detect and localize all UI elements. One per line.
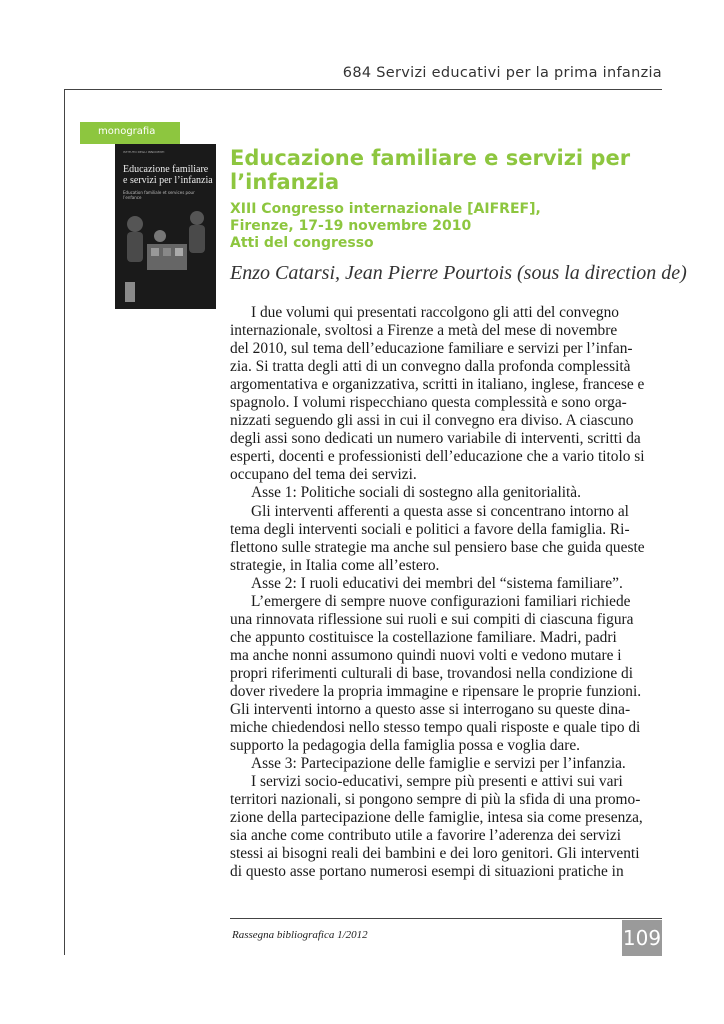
- cover-subtitle: Education familiale et services pour l’enfance: [123, 190, 195, 200]
- body-line: Gli interventi afferenti a questa asse si concentrano intorno al: [251, 502, 629, 520]
- cover-title: Educazione familiare e servizi per l’infanzia: [123, 164, 213, 186]
- journal-name: Rassegna bibliografica 1/2012: [232, 929, 368, 941]
- cover-publisher: ISTITUTO DEGLI INNOCENTI: [123, 150, 165, 154]
- cover-illustration: [115, 204, 216, 309]
- margin-rule: [64, 89, 65, 955]
- body-line: sia anche come contributo utile a favorire l’aderenza dei servizi: [230, 827, 621, 845]
- article-subtitle: [230, 201, 650, 252]
- article-title: Educazione familiare e servizi per l’infanzia: [230, 146, 631, 194]
- article-body: [230, 304, 660, 882]
- authors: Enzo Catarsi, Jean Pierre Pourtois (sous la direction de): [230, 262, 687, 284]
- body-line: degli assi sono dedicati un numero variabile di interventi, scritti da: [230, 430, 641, 448]
- running-head: 684 Servizi educativi per la prima infanzia: [342, 65, 662, 81]
- section-badge: monografia: [80, 122, 180, 144]
- book-cover-image: [115, 144, 216, 309]
- body-line: I due volumi qui presentati raccolgono gli atti del convegno: [251, 304, 619, 321]
- body-line: spagnolo. I volumi rispecchiano questa complessità e sono orga-: [230, 394, 627, 412]
- body-line: che appunto costituisce la costellazione familiare. Madri, padri: [230, 628, 617, 646]
- subtitle-line: Firenze, 17-19 novembre 2010: [230, 218, 472, 234]
- body-line: nizzati seguendo gli assi in cui il convegno era diviso. A ciascuno: [230, 412, 634, 430]
- body-line: Gli interventi intorno a questo asse si interrogano su queste dina-: [230, 701, 631, 719]
- page-number: 109: [622, 920, 662, 956]
- body-line: argomentativa e organizzativa, scritti in italiano, inglese, francese e: [230, 376, 645, 394]
- body-line: territori nazionali, si pongono sempre di più la sfida di una promo-: [230, 791, 641, 809]
- body-line: I servizi socio-educativi, sempre più presenti e attivi sui vari: [251, 773, 623, 791]
- body-line: strategie, in Italia come all’estero.: [230, 556, 440, 574]
- body-line: del 2010, sul tema dell’educazione familiare e servizi per l’infan-: [230, 340, 633, 358]
- body-line: flettono sulle strategie ma anche sul pensiero base che guida queste: [230, 538, 645, 556]
- body-line: L’emergere di sempre nuove configurazioni familiari richiede: [251, 592, 631, 610]
- body-line: miche chiedendosi nello stesso tempo quali risposte e quale tipo di: [230, 719, 641, 737]
- body-line: zione della partecipazione delle famiglie, intesa sia come presenza,: [230, 809, 643, 827]
- body-line: internazionale, svoltosi a Firenze a metà del mese di novembre: [230, 322, 618, 340]
- body-line: occupano del tema dei servizi.: [230, 466, 417, 484]
- body-line: stessi ai bisogni reali dei bambini e dei loro genitori. Gli interventi: [230, 845, 640, 863]
- body-line: ma anche nonni assumono quindi nuovi volti e vedono mutare i: [230, 646, 622, 664]
- body-line: di questo asse portano numerosi esempi di situazioni pratiche in: [230, 863, 624, 881]
- body-line: una rinnovata riflessione sui ruoli e sui compiti di ciascuna figura: [230, 610, 634, 628]
- body-line: Asse 3: Partecipazione delle famiglie e servizi per l’infanzia.: [251, 755, 626, 773]
- body-line: Asse 1: Politiche sociali di sostegno alla genitorialità.: [251, 484, 581, 502]
- body-line: zia. Si tratta degli atti di un convegno dalla profonda complessità: [230, 358, 631, 376]
- header-rule: [64, 89, 662, 90]
- body-line: Asse 2: I ruoli educativi dei membri del “sistema familiare”.: [251, 574, 623, 592]
- body-line: tema degli interventi sociali e politici a favore della famiglia. Ri-: [230, 520, 630, 538]
- body-line: propri riferimenti culturali di base, trovandosi nella condizione di: [230, 664, 634, 682]
- body-line: supporto la pedagogia della famiglia possa e voglia dare.: [230, 737, 581, 755]
- subtitle-line: XIII Congresso internazionale [AIFREF],: [230, 201, 541, 217]
- footer-rule: [230, 918, 662, 919]
- subtitle-line: Atti del congresso: [230, 235, 374, 251]
- body-line: esperti, docenti e professionisti dell’educazione che a vario titolo si: [230, 448, 645, 466]
- body-line: dover rivedere la propria immagine e ripensare le proprie funzioni.: [230, 682, 642, 700]
